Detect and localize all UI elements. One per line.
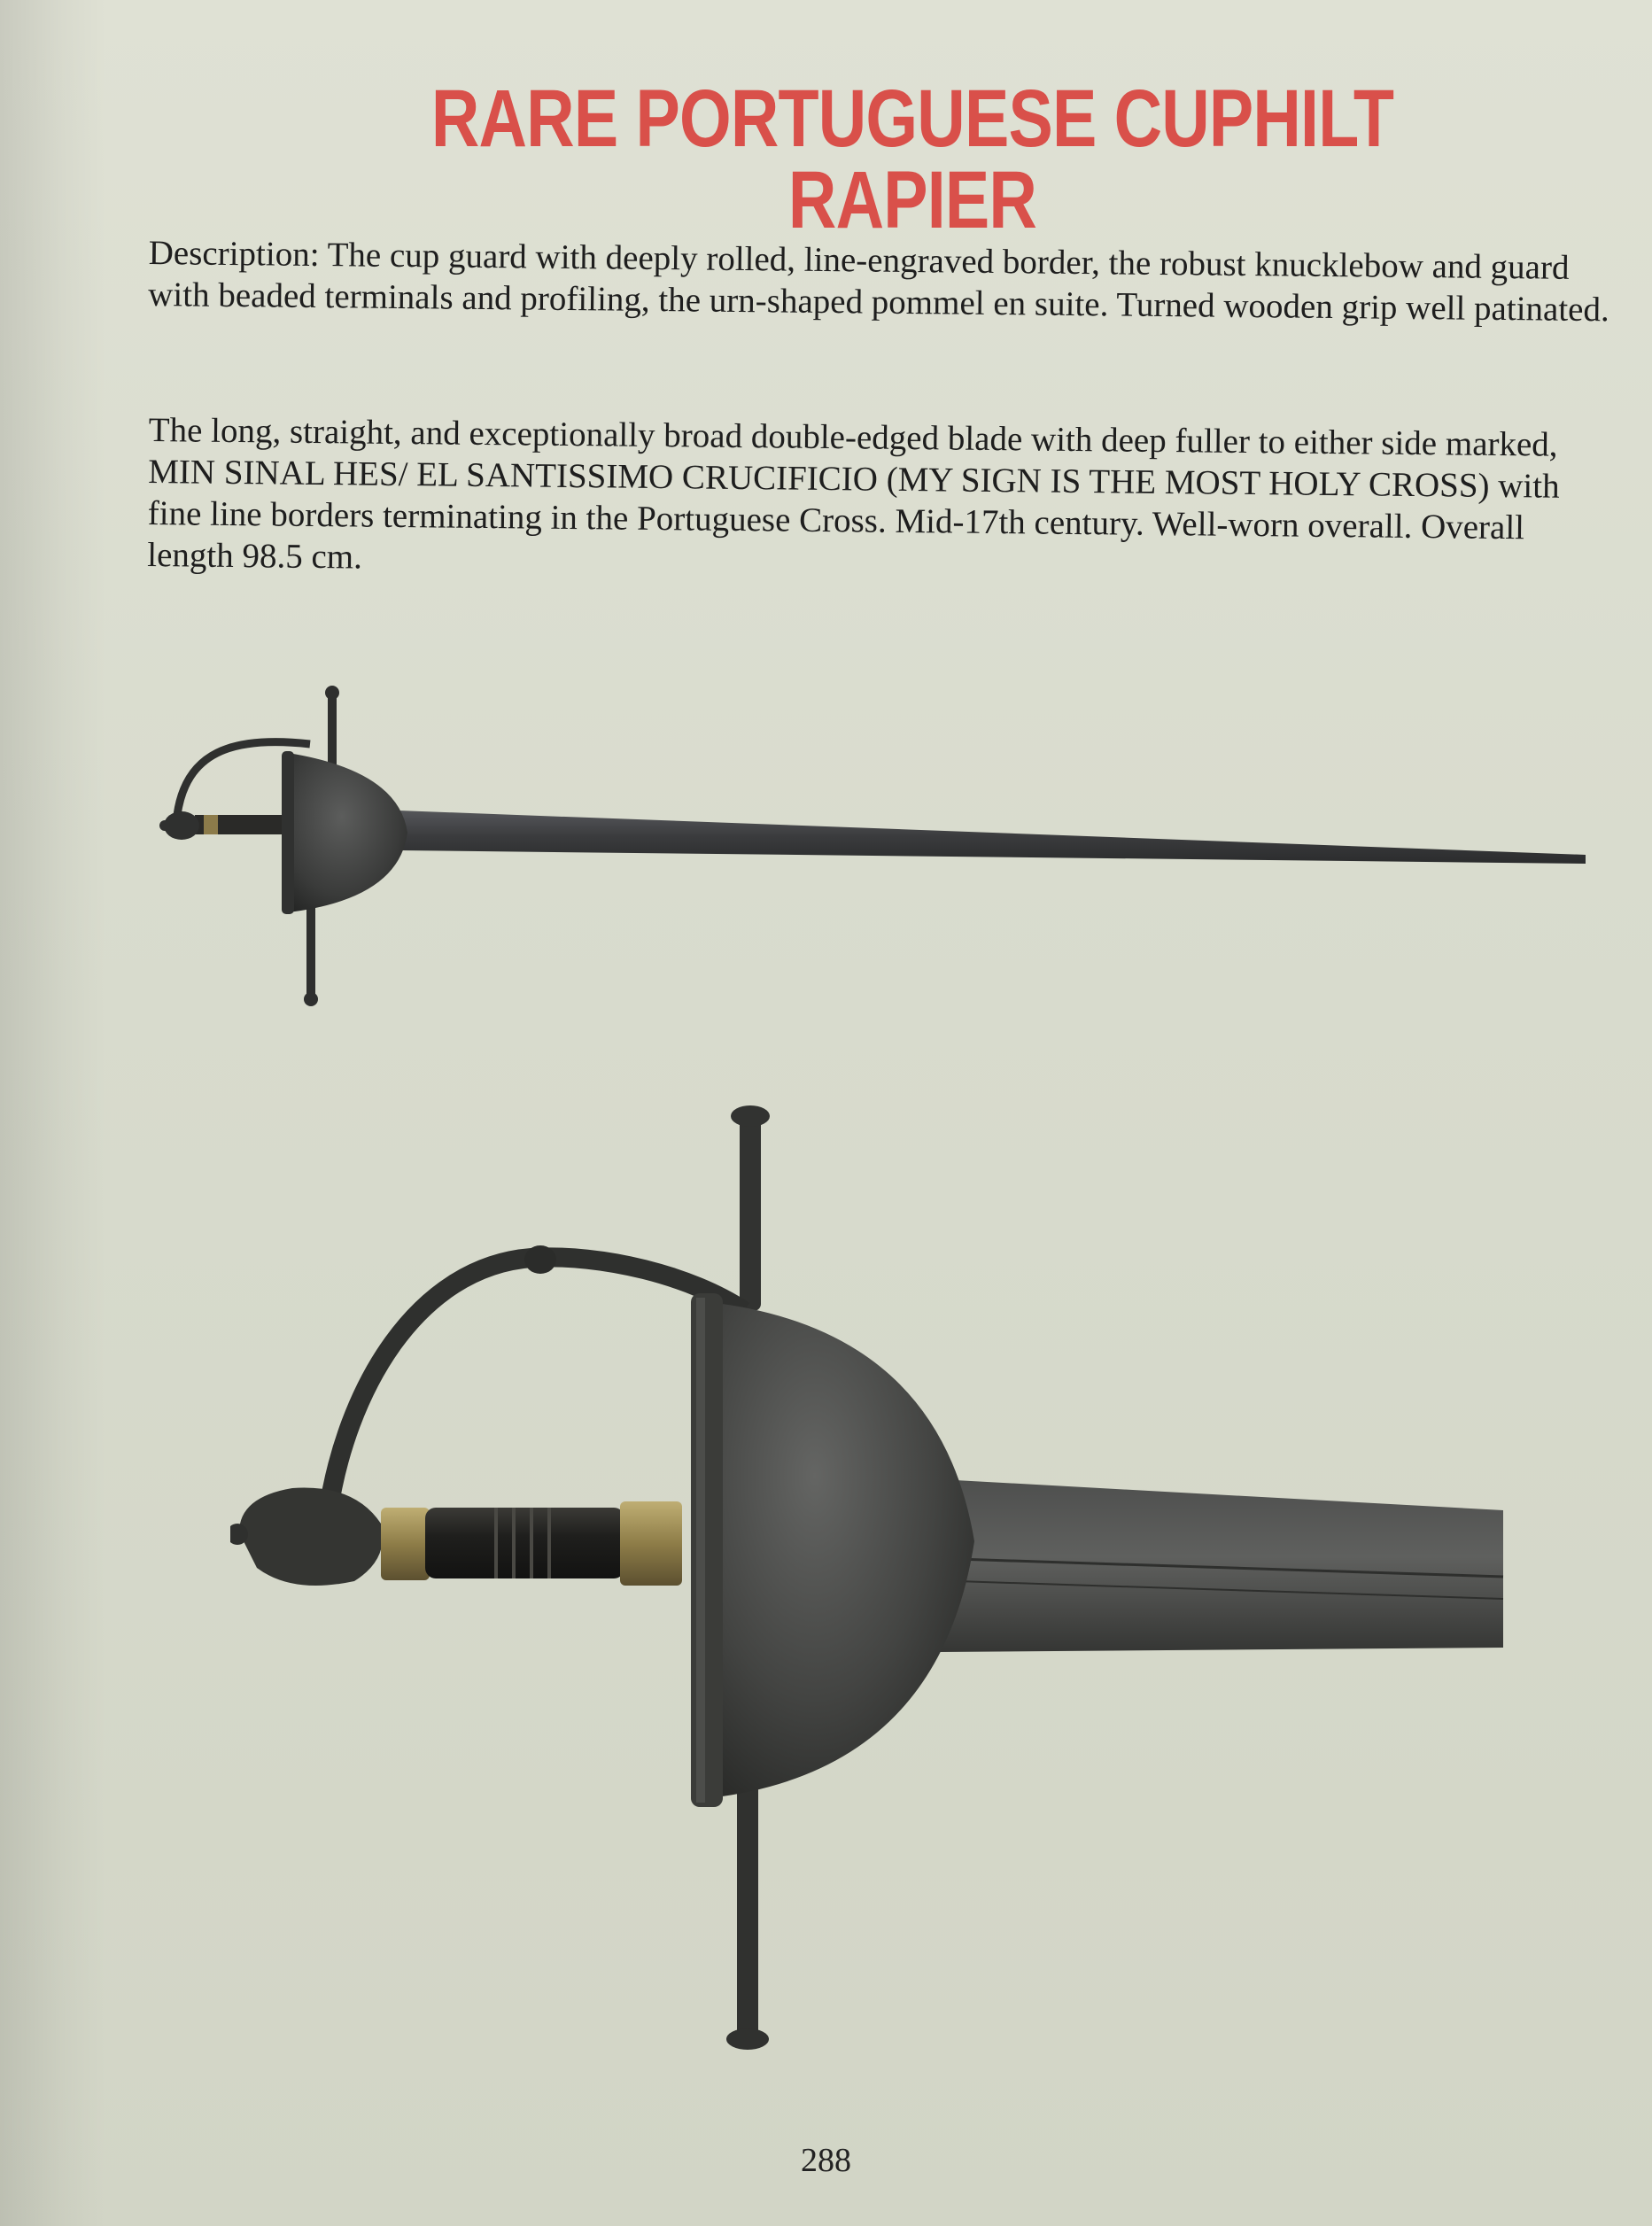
description-paragraph-2: The long, straight, and exceptionally broad double-edged blade with deep fuller to either side marked, MIN SINAL HES/ EL SANTISSIMO CRUCIFICIO (MY SIGN IS THE MOST HOLY CROSS) with fine line borders terminating in the Portuguese Cross. Mid-17th century. Well-worn overall. Overall length 98.5 cm. <box>147 410 1560 577</box>
page-title: RARE PORTUGUESE CUPHILT RAPIER <box>430 74 1394 245</box>
rapier-hilt-closeup-photo <box>230 1098 1515 2055</box>
rapier-full-photo <box>133 673 1603 1028</box>
page-number: 288 <box>801 2142 851 2179</box>
binding-shadow <box>0 0 106 2226</box>
description-paragraph-1: Description: The cup guard with deeply rolled, line-engraved border, the robust knucklebow and guard with beaded terminals and profiling, the urn-shaped pommel en suite. Turned wooden grip well patinated. <box>148 233 1609 330</box>
